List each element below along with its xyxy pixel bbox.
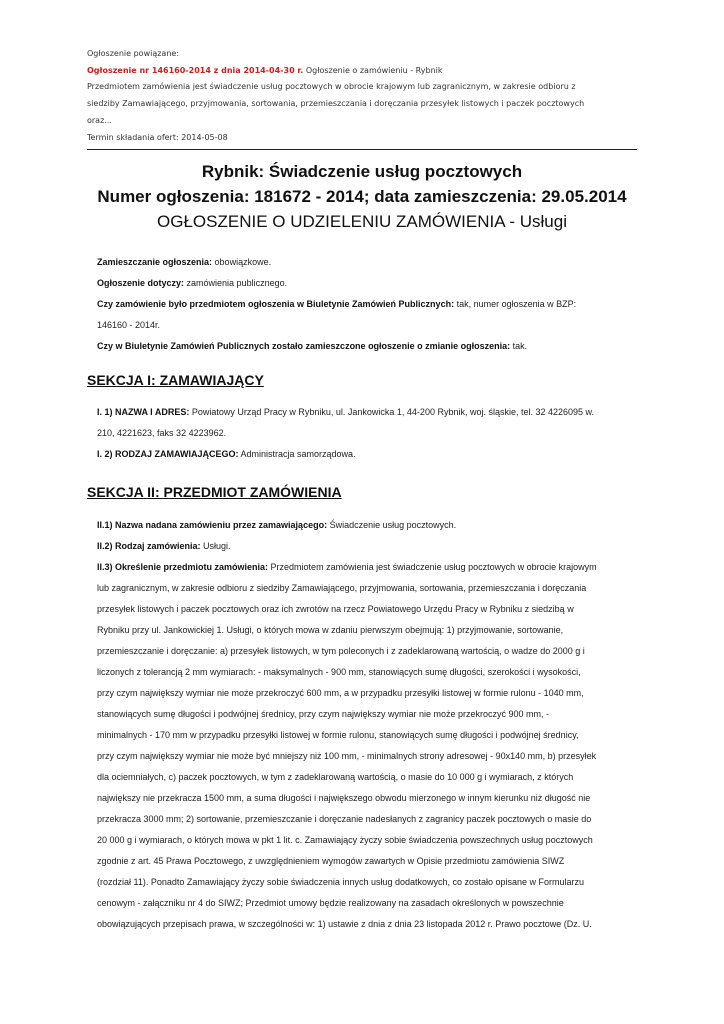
order-description-line: minimalnych - 170 mm w przypadku przesyłki listowej w formie rulonu, stanowiących sumę długości i podwójnej średnicy,: [97, 730, 579, 740]
order-description-line: przy czym największy wymiar nie może przekroczyć 600 mm, a w przypadku przesyłki listowej w formie rulonu - 1040 mm,: [97, 688, 584, 698]
related-label: Ogłoszenie powiązane:: [87, 49, 180, 58]
meta-concerns: Ogłoszenie dotyczy: zamówienia publicznego.: [97, 278, 288, 288]
section-2-title: SEKCJA II: PRZEDMIOT ZAMÓWIENIA: [87, 484, 342, 500]
order-description-line: liczonych z tolerancją 2 mm wymiarach: - maksymalnych - 900 mm, stanowiących sumę długości, szerokości i wysokości,: [97, 667, 581, 677]
order-description-line: zgodnie z art. 45 Prawa Pocztowego, z uwzględnieniem wymogów zawartych w Opisie przedmiotu zamówienia SIWZ: [97, 856, 565, 866]
related-link-line: [87, 63, 647, 80]
order-description-line: Rybniku przy ul. Jankowickiej 1. Usługi, o których mowa w zdaniu pierwszym obejmują: 1) przyjmowanie, sortowanie,: [97, 625, 564, 635]
order-description-line: przesyłek listowych i paczek pocztowych oraz ich zwrotów na rzecz Powiatowego Urzędu Pracy w Rybniku z siedzibą w: [97, 604, 574, 614]
order-description-line: przy czym największy wymiar nie może być mniejszy niż 100 mm, - minimalnych strony adresowej - 90x140 mm, b) przesyłek: [97, 751, 597, 761]
meta-bzp-number: 146160 - 2014r.: [97, 320, 161, 330]
notice-type-main: OGŁOSZENIE O UDZIELENIU ZAMÓWIENIA: [157, 212, 505, 231]
order-description: II.3) Określenie przedmiotu zamówienia: Przedmiotem zamówienia jest świadczenie usług pocztowych w obrocie krajowym: [97, 562, 597, 572]
order-description-line: 20 000 g i wymiarach, o których mowa w pkt 1 lit. c. Zamawiający życzy sobie świadczenia powszechnych usług pocztowych: [97, 835, 593, 845]
meta-change: Czy w Biuletynie Zamówień Publicznych zostało zamieszczone ogłoszenie o zmianie ogłoszenia: tak.: [97, 341, 528, 351]
related-link-suffix: Ogłoszenie o zamówieniu - Rybnik: [303, 65, 443, 75]
notice-title: Rybnik: Świadczenie usług pocztowych: [201, 162, 523, 181]
notice-heading: [87, 159, 637, 234]
order-description-line: przekracza 3000 mm; 2) sortowanie, przemieszczanie i doręczanie nadesłanych z zagranicy paczek pocztowych o masie do: [97, 814, 592, 824]
related-notice: [87, 46, 647, 146]
order-description-line: przemieszczanie i doręczanie: a) przesyłek listowych, w tym poleconych i z zadeklarowaną wartością, o wadze do 2000 g i: [97, 646, 585, 656]
order-description-line: obowiązujących przepisach prawa, w szczególności w: 1) ustawie z dnia z dnia 23 listopada 2012 r. Prawo pocztowe (Dz. U.: [97, 919, 592, 929]
related-notice-link[interactable]: Ogłoszenie nr 146160-2014 z dnia 2014-04-30 r.: [87, 65, 304, 75]
order-kind: II.2) Rodzaj zamówienia: Usługi.: [97, 541, 231, 551]
order-name: II.1) Nazwa nadana zamówieniu przez zamawiającego: Świadczenie usług pocztowych.: [97, 520, 457, 530]
meta-placement: Zamieszczanie ogłoszenia: obowiązkowe.: [97, 257, 272, 267]
notice-type: [87, 209, 637, 234]
related-desc-line: oraz...: [87, 115, 112, 125]
section-1-title: SEKCJA I: ZAMAWIAJĄCY: [87, 372, 264, 388]
related-desc-line: siedziby Zamawiającego, przyjmowania, sortowania, przemieszczania i doręczania przesyłek listowych i paczek pocztowych: [87, 99, 585, 109]
order-description-line: stanowiących sumę długości i podwójnej średnicy, przy czym największy wymiar nie może przekroczyć 900 mm, -: [97, 709, 549, 719]
meta-bzp: Czy zamówienie było przedmiotem ogłoszenia w Biuletynie Zamówień Publicznych: tak, numer ogłoszenia w BZP:: [97, 299, 577, 309]
contracting-contact: 210, 4221623, faks 32 4223962.: [97, 428, 227, 438]
order-description-line: dla ociemniałych, c) paczek pocztowych, w tym z zadeklarowaną wartością, o masie do 10 000 g i wymiarach, z których: [97, 772, 574, 782]
notice-meta: [87, 252, 647, 357]
related-desc-line: Przedmiotem zamówienia jest świadczenie usług pocztowych w obrocie krajowym lub zagranicznym, w zakresie odbioru z: [87, 82, 576, 92]
related-deadline: Termin składania ofert: 2014-05-08: [87, 132, 228, 142]
order-description-line: lub zagranicznym, w zakresie odbioru z siedziby Zamawiającego, przyjmowania, sortowania, przemieszczania i doręczania: [97, 583, 587, 593]
contracting-name-address: I. 1) NAZWA I ADRES: Powiatowy Urząd Pracy w Rybniku, ul. Jankowicka 1, 44-200 Rybnik, woj. śląskie, tel. 32 4226095 w.: [97, 407, 595, 417]
order-description-lines: [97, 578, 647, 935]
notice-number: Numer ogłoszenia: 181672 - 2014; data zamieszczenia: 29.05.2014: [97, 187, 627, 206]
section-1-body: [87, 402, 647, 465]
order-description-line: (rozdział 11). Ponadto Zamawiający życzy sobie świadczenia innych usług dodatkowych, co zostało opisane w Formularzu: [97, 877, 585, 887]
notice-type-suffix: - Usługi: [504, 212, 567, 231]
contracting-kind: I. 2) RODZAJ ZAMAWIAJĄCEGO: Administracja samorządowa.: [97, 449, 356, 459]
order-description-line: cenowym - załączniku nr 4 do SIWZ; Przedmiot umowy będzie realizowany na zasadach określonych w powszechnie: [97, 898, 564, 908]
section-2-body: [87, 515, 647, 935]
header-divider: [87, 149, 637, 150]
order-description-line: największy nie przekracza 1500 mm, a suma długości i największego obwodu mierzonego w innym kierunku niż długość nie: [97, 793, 591, 803]
